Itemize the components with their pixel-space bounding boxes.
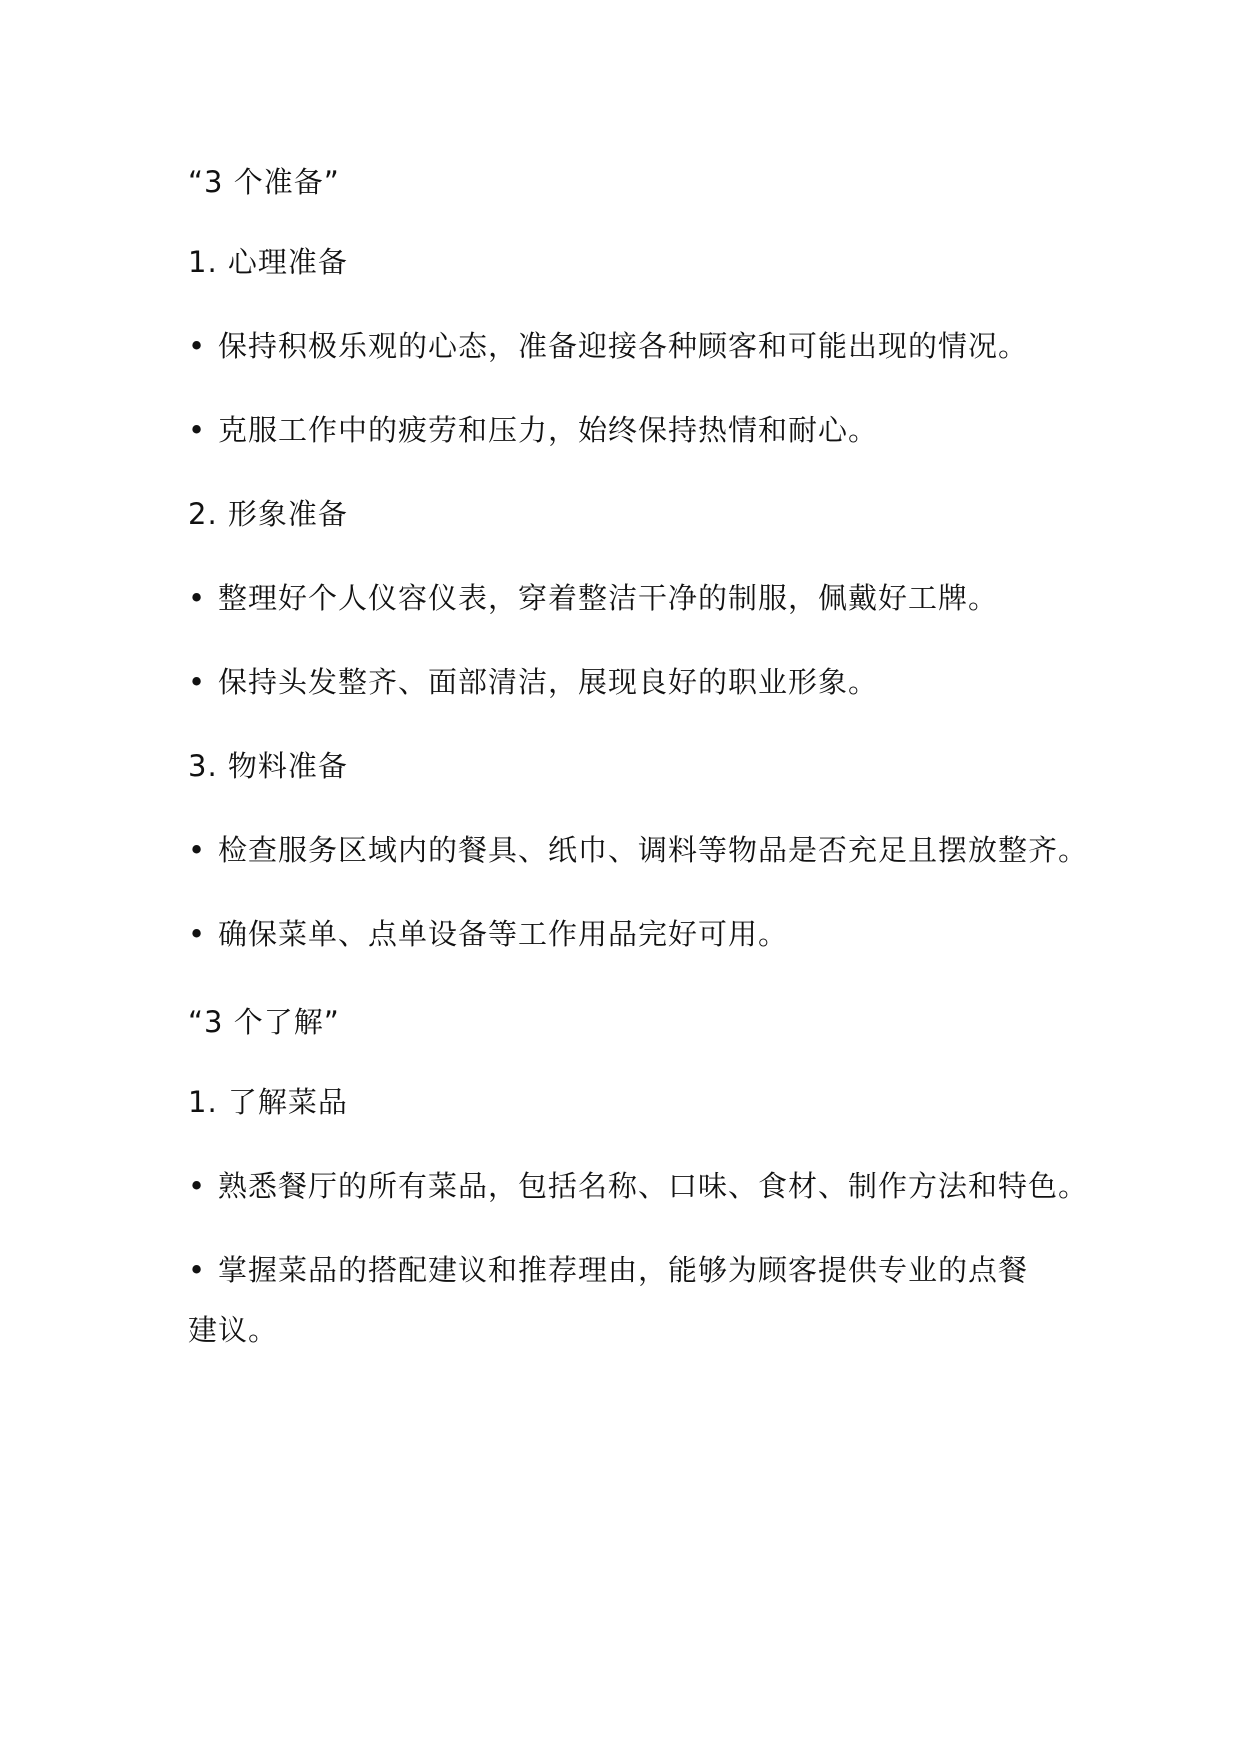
list-item-text: 检查服务区域内的餐具、纸巾、调料等物品是否充足且摆放整齐。	[218, 833, 1089, 867]
section-heading: 3. 物料准备	[188, 749, 348, 783]
list-item-text: 整理好个人仪容仪表，穿着整洁干净的制服，佩戴好工牌。	[218, 581, 999, 615]
bullet-icon: •	[188, 665, 207, 699]
list-item-text: 确保菜单、点单设备等工作用品完好可用。	[218, 917, 789, 951]
bullet-icon: •	[188, 413, 207, 447]
bullet-icon: •	[188, 1253, 207, 1287]
list-item	[188, 830, 1088, 870]
list-item	[188, 1240, 1048, 1360]
bullet-icon: •	[188, 833, 207, 867]
list-item	[188, 578, 998, 618]
section-heading: 2. 形象准备	[188, 497, 348, 531]
list-item-text: 克服工作中的疲劳和压力，始终保持热情和耐心。	[218, 413, 879, 447]
list-item	[188, 662, 878, 702]
section-heading: 1. 了解菜品	[188, 1085, 348, 1119]
list-item	[188, 410, 878, 450]
bullet-icon: •	[188, 581, 207, 615]
list-item	[188, 1166, 1088, 1206]
list-item-text: 保持积极乐观的心态，准备迎接各种顾客和可能出现的情况。	[218, 329, 1029, 363]
list-item-text: 掌握菜品的搭配建议和推荐理由，能够为顾客提供专业的点餐建议。	[188, 1253, 1029, 1347]
bullet-icon: •	[188, 329, 207, 363]
list-item	[188, 326, 1028, 366]
list-item-text: 熟悉餐厅的所有菜品，包括名称、口味、食材、制作方法和特色。	[218, 1169, 1089, 1203]
section-title: “3 个了解”	[188, 1005, 340, 1039]
list-item-text: 保持头发整齐、面部清洁，展现良好的职业形象。	[218, 665, 879, 699]
bullet-icon: •	[188, 917, 207, 951]
section-title: “3 个准备”	[188, 165, 340, 199]
section-heading: 1. 心理准备	[188, 245, 348, 279]
bullet-icon: •	[188, 1169, 207, 1203]
list-item	[188, 914, 788, 954]
